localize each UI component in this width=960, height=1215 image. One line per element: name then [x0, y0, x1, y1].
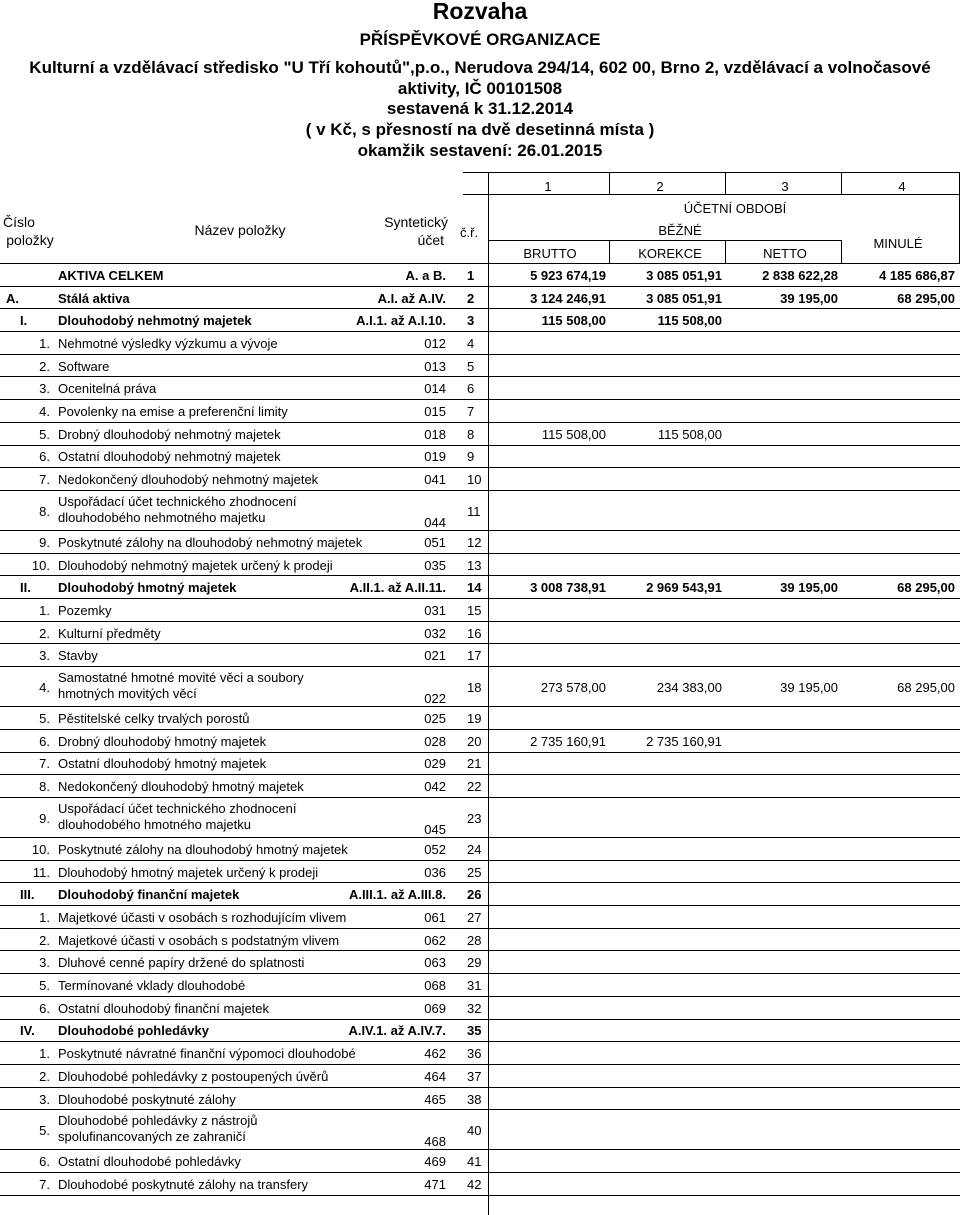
row-line-number: 26	[467, 887, 482, 903]
row-line-number: 6	[467, 381, 475, 397]
row-name: Dlouhodobý hmotný majetek určený k prodeji	[58, 864, 319, 880]
col-cislo-label: Číslo	[3, 214, 35, 230]
row-account: 042	[424, 779, 446, 795]
row-rule	[0, 1195, 960, 1196]
row-name: Nedokončený dlouhodobý hmotný majetek	[58, 779, 304, 795]
row-name: Dlouhodobé pohledávky	[58, 1023, 209, 1039]
row-number: 4.	[39, 679, 50, 695]
row-brutto: 3 008 738,91	[530, 580, 606, 596]
row-line-number: 20	[467, 733, 482, 749]
row-line-number: 28	[467, 932, 482, 948]
row-netto: 39 195,00	[780, 580, 838, 596]
row-account: 469	[424, 1154, 446, 1170]
table-row	[0, 1173, 960, 1196]
row-account: A.IV.1. až A.IV.7.	[348, 1023, 446, 1039]
row-name-cont: hmotných movitých věcí	[58, 686, 197, 702]
row-minule: 68 295,00	[897, 679, 955, 695]
row-account: 051	[424, 534, 446, 550]
row-line-number: 24	[467, 841, 482, 857]
row-name: Stavby	[58, 648, 98, 664]
document-title: Rozvaha	[432, 0, 528, 24]
row-number: 1.	[39, 602, 50, 618]
table-row	[0, 906, 960, 929]
row-brutto: 273 578,00	[540, 679, 606, 695]
row-line-number: 25	[467, 864, 482, 880]
table-row	[0, 775, 960, 798]
row-number: 9.	[39, 534, 50, 550]
row-number: 9.	[39, 810, 50, 826]
row-account: 069	[424, 1000, 446, 1016]
row-line-number: 18	[467, 679, 482, 695]
table-row	[0, 423, 960, 446]
row-number: 5.	[39, 426, 50, 442]
col-nazev-label: Název položky	[194, 222, 286, 238]
table-row	[0, 645, 960, 668]
row-netto: 2 838 622,28	[762, 267, 838, 283]
row-line-number: 12	[467, 534, 482, 550]
col-synteticky-label: Syntetický	[384, 214, 448, 230]
col-cr-label: č.ř.	[460, 225, 479, 240]
row-name: Drobný dlouhodobý hmotný majetek	[58, 733, 267, 749]
row-line-number: 36	[467, 1046, 482, 1062]
row-number: 5.	[39, 711, 50, 727]
table-row	[0, 1088, 960, 1111]
table-row	[0, 287, 960, 310]
row-number: 6.	[39, 733, 50, 749]
row-name: Dlouhodobé pohledávky z nástrojů	[58, 1113, 258, 1129]
row-number: 3.	[39, 648, 50, 664]
row-line-number: 10	[467, 472, 482, 488]
row-name: Dlouhodobé poskytnuté zálohy na transfery	[58, 1176, 309, 1192]
row-korekce: 115 508,00	[657, 313, 722, 329]
row-account: 063	[424, 955, 446, 971]
row-account: 019	[424, 449, 446, 465]
row-name: Uspořádací účet technického zhodnocení	[58, 494, 297, 509]
table-row	[0, 798, 960, 838]
row-line-number: 40	[467, 1122, 482, 1138]
row-name: Povolenky na emise a preferenční limity	[58, 404, 288, 420]
row-number: 7.	[39, 756, 50, 772]
row-name: Stálá aktiva	[58, 290, 130, 306]
row-line-number: 35	[467, 1023, 482, 1039]
row-name: Dlouhodobé poskytnuté zálohy	[58, 1091, 236, 1107]
row-name: Ostatní dlouhodobé pohledávky	[58, 1154, 241, 1170]
col-num-4: 4	[898, 179, 906, 194]
row-number: 5.	[39, 978, 50, 994]
row-account: 035	[424, 557, 446, 573]
row-name: Uspořádací účet technického zhodnocení	[58, 801, 297, 816]
row-account: 018	[424, 426, 446, 442]
row-number: III.	[20, 887, 35, 903]
row-netto: 39 195,00	[780, 290, 838, 306]
row-number: 2.	[39, 1068, 50, 1084]
row-account: 036	[424, 864, 446, 880]
table-row	[0, 1020, 960, 1043]
row-line-number: 41	[467, 1154, 482, 1170]
row-name-cont: dlouhodobého nehmotného majetku	[58, 510, 266, 525]
row-line-number: 31	[467, 978, 482, 994]
row-line-number: 4	[467, 335, 475, 351]
col-ucet-label: účet	[417, 232, 444, 248]
table-row	[0, 1110, 960, 1150]
row-account: 045	[424, 822, 446, 837]
row-minule: 68 295,00	[897, 580, 955, 596]
row-brutto: 2 735 160,91	[530, 733, 606, 749]
org-line-2: aktivity, IČ 00101508	[397, 79, 563, 98]
row-name: Ostatní dlouhodobý finanční majetek	[58, 1000, 270, 1016]
row-account: 031	[424, 602, 446, 618]
col-bezne-label: BĚŽNÉ	[658, 223, 702, 238]
row-account: 032	[424, 625, 446, 641]
row-name: AKTIVA CELKEM	[58, 267, 164, 283]
org-type: PŘÍSPĚVKOVÉ ORGANIZACE	[359, 30, 601, 49]
row-name-cont: dlouhodobého hmotného majetku	[58, 817, 251, 832]
row-account: 464	[424, 1068, 446, 1084]
table-row	[0, 861, 960, 884]
table-row	[0, 576, 960, 599]
col-brutto-label: BRUTTO	[523, 246, 577, 261]
row-name: Ostatní dlouhodobý hmotný majetek	[58, 756, 267, 772]
row-account: 044	[424, 515, 446, 530]
row-name: Nedokončený dlouhodobý nehmotný majetek	[58, 472, 319, 488]
table-row	[0, 599, 960, 622]
row-line-number: 14	[467, 580, 482, 596]
row-line-number: 8	[467, 426, 475, 442]
row-number: I.	[20, 313, 28, 329]
row-account: 462	[424, 1046, 446, 1062]
table-row	[0, 400, 960, 423]
row-line-number: 1	[467, 267, 475, 283]
row-korekce: 2 969 543,91	[646, 580, 722, 596]
row-line-number: 3	[467, 313, 475, 329]
row-account: 465	[424, 1091, 446, 1107]
row-name: Pěstitelské celky trvalých porostů	[58, 711, 250, 727]
table-row	[0, 952, 960, 975]
table-row	[0, 332, 960, 355]
row-line-number: 13	[467, 557, 482, 573]
table-row	[0, 707, 960, 730]
row-name: Poskytnuté návratné finanční výpomoci dlouhodobé	[58, 1046, 356, 1062]
row-account: A. a B.	[405, 267, 446, 283]
row-name: Dlouhodobý hmotný majetek	[58, 580, 237, 596]
table-row	[0, 929, 960, 952]
row-line-number: 21	[467, 756, 482, 772]
row-line-number: 23	[467, 810, 482, 826]
table-row	[0, 838, 960, 861]
row-name: Drobný dlouhodobý nehmotný majetek	[58, 426, 281, 442]
row-name: Dlouhodobý nehmotný majetek	[58, 313, 252, 329]
moment-line: okamžik sestavení: 26.01.2015	[357, 141, 603, 160]
row-number: 3.	[39, 955, 50, 971]
row-account: 068	[424, 978, 446, 994]
col-ucetni-obdobi-label: ÚČETNÍ OBDOBÍ	[683, 201, 787, 216]
row-line-number: 5	[467, 358, 475, 374]
table-row	[0, 468, 960, 491]
row-number: 4.	[39, 404, 50, 420]
row-number: 2.	[39, 932, 50, 948]
row-account: 021	[424, 648, 446, 664]
row-number: 7.	[39, 1176, 50, 1192]
row-name: Dlouhodobý finanční majetek	[58, 887, 240, 903]
row-name: Ocenitelná práva	[58, 381, 157, 397]
row-minule: 68 295,00	[897, 290, 955, 306]
row-number: 10.	[31, 841, 50, 857]
row-line-number: 42	[467, 1176, 482, 1192]
table-row	[0, 378, 960, 401]
row-account: A.I. až A.IV.	[377, 290, 446, 306]
row-name-cont: spolufinancovaných ze zahraničí	[58, 1129, 246, 1145]
row-netto: 39 195,00	[780, 679, 838, 695]
row-line-number: 9	[467, 449, 475, 465]
row-account: 061	[424, 909, 446, 925]
row-number: 1.	[39, 335, 50, 351]
date-line: sestavená k 31.12.2014	[386, 99, 574, 118]
table-row	[0, 554, 960, 577]
row-number: 2.	[39, 625, 50, 641]
row-brutto: 3 124 246,91	[530, 290, 606, 306]
table-row	[0, 531, 960, 554]
col-korekce-label: KOREKCE	[638, 246, 702, 261]
row-number: 7.	[39, 472, 50, 488]
row-number: 8.	[39, 779, 50, 795]
row-number: II.	[20, 580, 31, 596]
row-line-number: 29	[467, 955, 482, 971]
row-line-number: 11	[467, 503, 481, 519]
row-number: 11.	[32, 864, 50, 880]
table-row	[0, 997, 960, 1020]
row-line-number: 22	[467, 779, 482, 795]
row-name: Poskytnuté zálohy na dlouhodobý nehmotný majetek	[58, 534, 363, 550]
row-korekce: 3 085 051,91	[646, 290, 722, 306]
row-line-number: 7	[467, 404, 475, 420]
row-account: 052	[424, 841, 446, 857]
row-name: Dlouhodobý nehmotný majetek určený k prodeji	[58, 557, 333, 573]
row-name: Ostatní dlouhodobý nehmotný majetek	[58, 449, 281, 465]
col-netto-label: NETTO	[763, 246, 807, 261]
row-name: Poskytnuté zálohy na dlouhodobý hmotný majetek	[58, 841, 348, 857]
row-name: Dlouhodobé pohledávky z postoupených úvěrů	[58, 1068, 329, 1084]
table-row	[0, 974, 960, 997]
col-minule-label: MINULÉ	[873, 236, 923, 251]
row-account: 028	[424, 733, 446, 749]
row-number: 3.	[39, 1091, 50, 1107]
table-row	[0, 309, 960, 332]
row-name: Software	[58, 358, 110, 374]
table-row	[0, 264, 960, 287]
row-number: 5.	[39, 1122, 50, 1138]
row-account: 041	[424, 472, 446, 488]
row-brutto: 115 508,00	[541, 313, 606, 329]
org-line-1: Kulturní a vzdělávací středisko "U Tří kohoutů",p.o., Nerudova 294/14, 602 00, Brno 2, vzdělávací a volnočasové	[29, 58, 931, 77]
row-name: Samostatné hmotné movité věci a soubory	[58, 670, 304, 686]
row-korekce: 115 508,00	[657, 426, 722, 442]
table-row	[0, 1150, 960, 1173]
row-line-number: 19	[467, 711, 482, 727]
row-name: Kulturní předměty	[58, 625, 161, 641]
row-number: 6.	[39, 1154, 50, 1170]
row-line-number: 32	[467, 1000, 482, 1016]
row-minule: 4 185 686,87	[879, 267, 955, 283]
col-num-2: 2	[656, 179, 664, 194]
row-line-number: 16	[467, 625, 482, 641]
row-account: 012	[424, 335, 446, 351]
row-number: 6.	[39, 1000, 50, 1016]
row-number: 1.	[39, 1046, 50, 1062]
row-account: 022	[424, 691, 446, 707]
row-name: Pozemky	[58, 602, 112, 618]
row-name: Nehmotné výsledky výzkumu a vývoje	[58, 335, 278, 351]
row-line-number: 38	[467, 1091, 482, 1107]
row-number: 1.	[39, 909, 50, 925]
table-row	[0, 491, 960, 531]
row-number: 2.	[39, 358, 50, 374]
row-number: A.	[6, 290, 19, 306]
row-number: 3.	[39, 381, 50, 397]
row-name: Dluhové cenné papíry držené do splatnosti	[58, 955, 305, 971]
row-account: 013	[424, 358, 446, 374]
table-row	[0, 667, 960, 707]
row-korekce: 234 383,00	[656, 679, 722, 695]
row-line-number: 15	[467, 602, 482, 618]
table-row	[0, 730, 960, 753]
table-row	[0, 355, 960, 378]
row-account: 471	[424, 1176, 446, 1192]
row-account: 029	[424, 756, 446, 772]
row-name: Majetkové účasti v osobách s rozhodujícím vlivem	[58, 909, 347, 925]
row-account: 015	[424, 404, 446, 420]
row-account: 025	[424, 711, 446, 727]
row-number: IV.	[20, 1023, 35, 1039]
row-name: Termínované vklady dlouhodobé	[58, 978, 246, 994]
table-row	[0, 883, 960, 906]
col-num-1: 1	[544, 179, 552, 194]
table-row	[0, 446, 960, 469]
table-row	[0, 1042, 960, 1065]
row-account: 468	[424, 1134, 446, 1150]
row-account: A.I.1. až A.I.10.	[356, 313, 446, 329]
row-number: 8.	[39, 503, 50, 519]
row-account: 062	[424, 932, 446, 948]
row-korekce: 2 735 160,91	[646, 733, 722, 749]
row-line-number: 17	[467, 648, 482, 664]
col-num-3: 3	[781, 179, 789, 194]
row-korekce: 3 085 051,91	[646, 267, 722, 283]
row-name: Majetkové účasti v osobách s podstatným vlivem	[58, 932, 340, 948]
row-line-number: 2	[467, 290, 475, 306]
row-account: A.III.1. až A.III.8.	[348, 887, 446, 903]
table-row	[0, 753, 960, 776]
row-number: 6.	[39, 449, 50, 465]
row-brutto: 115 508,00	[541, 426, 606, 442]
row-number: 10.	[31, 557, 50, 573]
table-row	[0, 622, 960, 645]
row-line-number: 37	[467, 1068, 482, 1084]
row-account: A.II.1. až A.II.11.	[349, 580, 446, 596]
col-polozky-label: položky	[6, 232, 54, 248]
unit-line: ( v Kč, s přesností na dvě desetinná místa )	[305, 120, 655, 139]
table-row	[0, 1065, 960, 1088]
row-line-number: 27	[467, 909, 482, 925]
row-account: 014	[424, 381, 446, 397]
row-brutto: 5 923 674,19	[530, 267, 606, 283]
